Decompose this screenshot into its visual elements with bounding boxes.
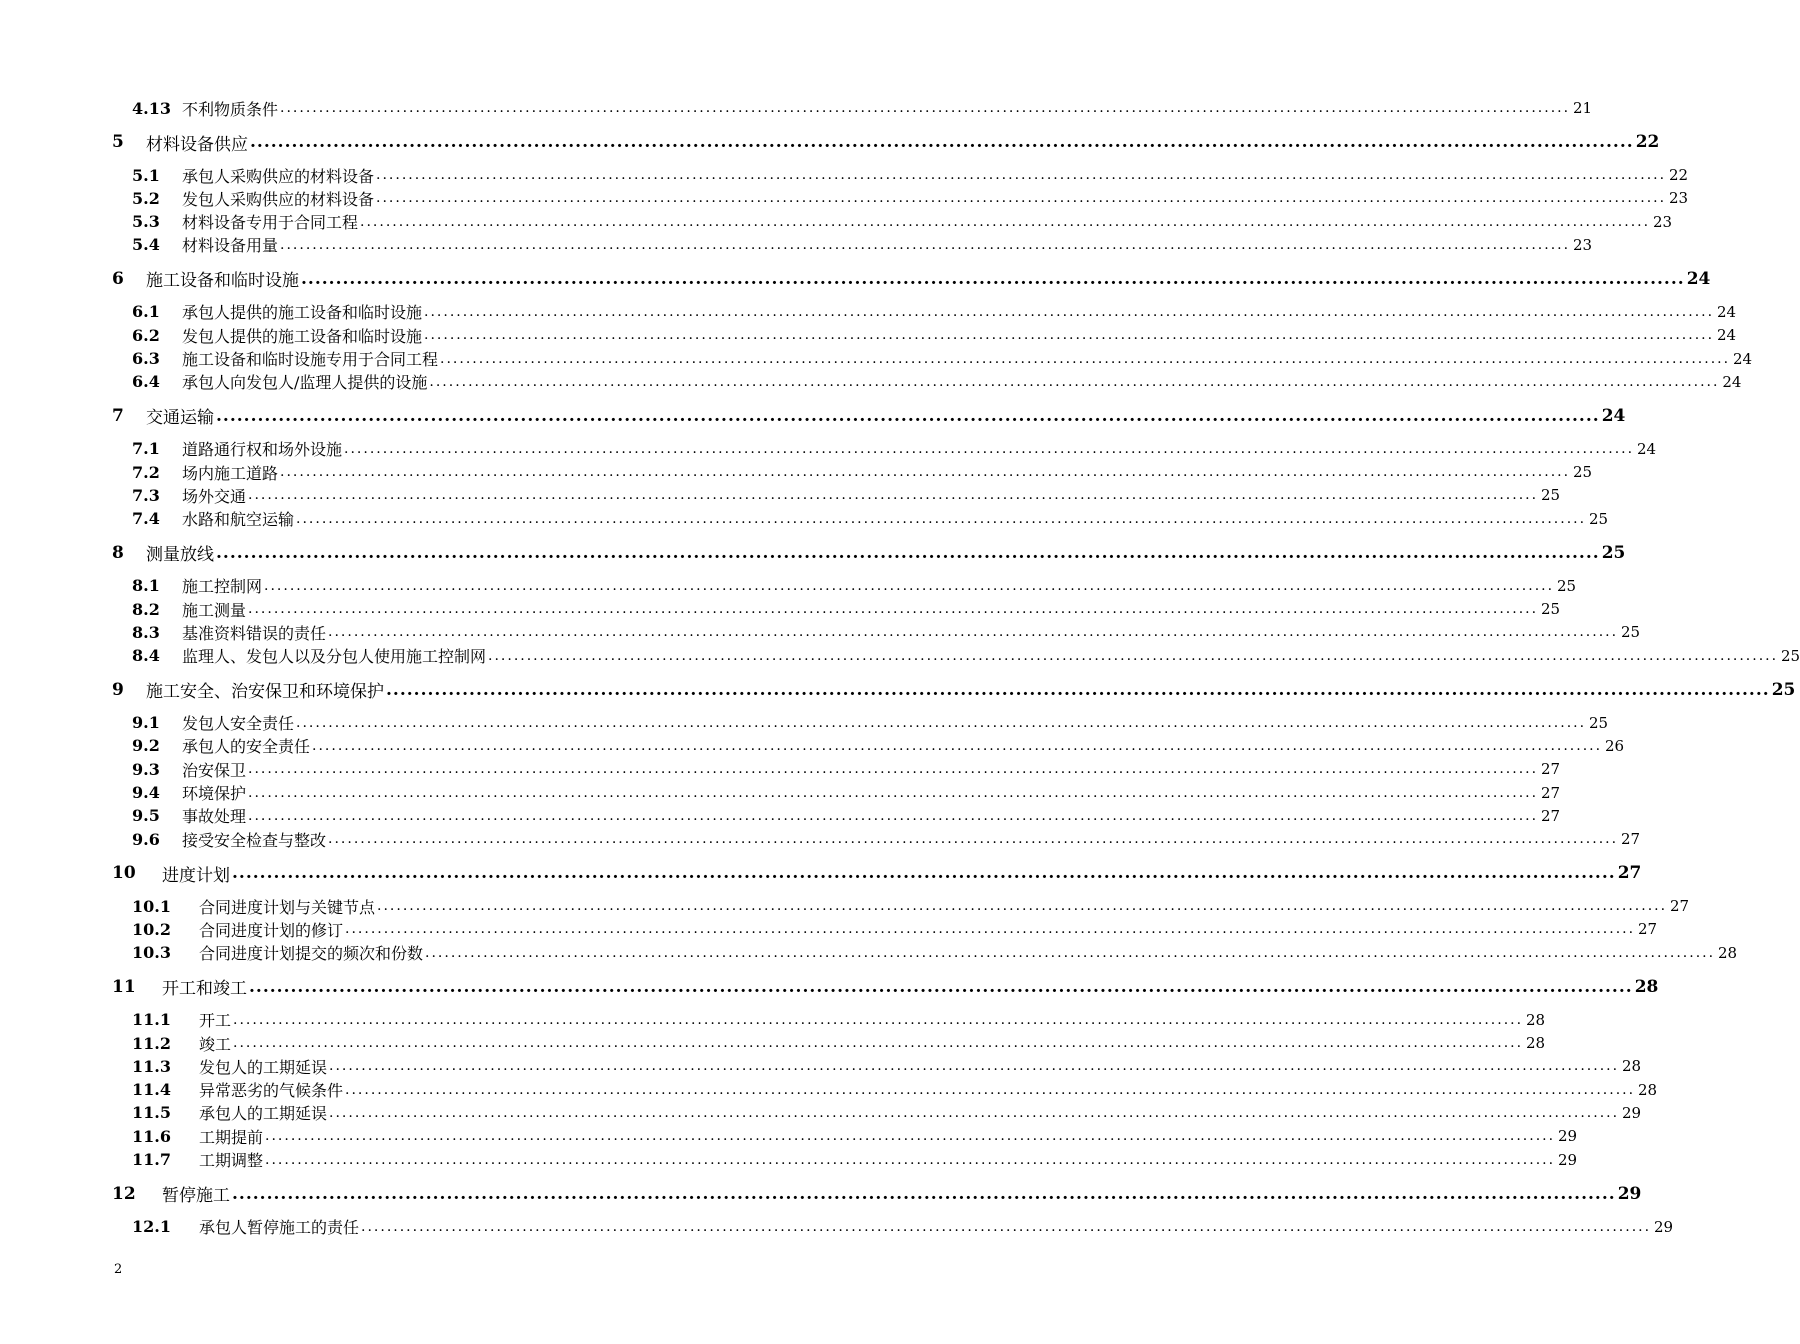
toc-chapter-entry[interactable] bbox=[112, 1182, 1642, 1206]
toc-leader-dots: ........................................................................................................................................................................................................ bbox=[233, 1011, 1524, 1028]
toc-entry-number: 10 bbox=[112, 863, 136, 884]
toc-leader-dots: ........................................................................................................................................................................................................ bbox=[280, 464, 1571, 481]
toc-entry-title: 施工控制网 bbox=[182, 577, 263, 597]
toc-chapter-entry[interactable] bbox=[112, 678, 1796, 703]
toc-entry-page: 28 bbox=[1525, 1034, 1546, 1052]
toc-chapter-entry[interactable] bbox=[112, 541, 1626, 566]
toc-leader-dots: ........................................................................................................................................................................................................ bbox=[360, 213, 1651, 230]
toc-entry-number: 8.3 bbox=[132, 622, 160, 642]
toc-entry-page: 29 bbox=[1557, 1127, 1578, 1146]
toc-entry-number: 12 bbox=[112, 1183, 136, 1204]
toc-leader-dots: ........................................................................................................................................................................................................ bbox=[488, 647, 1779, 664]
toc-entry-number: 4.13 bbox=[132, 98, 171, 118]
toc-chapter-entry[interactable] bbox=[112, 975, 1659, 1000]
toc-entry-title: 材料设备用量 bbox=[182, 236, 279, 256]
toc-leader-dots: ........................................................................................................................................................................................................ bbox=[429, 373, 1720, 390]
toc-entry-number: 6.1 bbox=[132, 302, 160, 322]
toc-entry-number: 9.1 bbox=[132, 713, 160, 733]
toc-entry-title: 基准资料错误的责任 bbox=[182, 623, 327, 643]
toc-entry-page: 27 bbox=[1540, 760, 1561, 779]
toc-entry-number: 8.1 bbox=[132, 576, 160, 596]
toc-section-entry[interactable] bbox=[112, 1031, 1546, 1055]
toc-leader-dots: ........................................................................................................................................................................................................ bbox=[296, 510, 1587, 527]
toc-entry-title: 开工 bbox=[199, 1011, 232, 1031]
toc-entry-page: 23 bbox=[1668, 189, 1689, 208]
toc-entry-number: 10.2 bbox=[132, 919, 171, 939]
toc-section-entry[interactable] bbox=[112, 1124, 1578, 1148]
toc-entry-number: 5.3 bbox=[132, 212, 160, 232]
toc-entry-number: 7 bbox=[112, 405, 124, 426]
toc-entry-page: 25 bbox=[1540, 486, 1561, 505]
toc-section-entry[interactable] bbox=[112, 1008, 1546, 1032]
toc-leader-dots: ........................................................................................................................................................................................................ bbox=[265, 1128, 1556, 1145]
toc-leader-dots: ........................................................................................................................................................................................................ bbox=[280, 236, 1571, 253]
toc-chapter-entry[interactable] bbox=[112, 267, 1711, 292]
toc-entry-page: 29 bbox=[1617, 1183, 1642, 1204]
toc-section-entry[interactable] bbox=[112, 437, 1657, 461]
toc-entry-number: 6.2 bbox=[132, 325, 160, 345]
toc-section-entry[interactable] bbox=[112, 163, 1689, 187]
toc-entry-title: 场内施工道路 bbox=[182, 463, 279, 483]
toc-entry-page: 28 bbox=[1634, 976, 1659, 997]
toc-entry-page: 23 bbox=[1572, 235, 1593, 254]
toc-entry-page: 29 bbox=[1653, 1217, 1674, 1236]
toc-section-entry[interactable] bbox=[112, 1054, 1642, 1078]
toc-entry-page: 29 bbox=[1621, 1103, 1642, 1122]
toc-leader-dots: ........................................................................................................................................................................................................ bbox=[329, 1104, 1620, 1121]
toc-leader-dots: ........................................................................................................................................................................................................ bbox=[328, 624, 1619, 641]
toc-section-entry[interactable] bbox=[112, 781, 1561, 805]
toc-leader-dots: ........................................................................................................................................................................................................ bbox=[301, 268, 1685, 289]
toc-entry-page: 24 bbox=[1601, 405, 1626, 426]
toc-entry-title: 承包人采购供应的材料设备 bbox=[182, 166, 375, 186]
toc-entry-page: 25 bbox=[1780, 646, 1800, 665]
toc-entry-title: 施工测量 bbox=[182, 600, 247, 620]
toc-chapter-entry[interactable] bbox=[112, 130, 1660, 155]
toc-section-entry[interactable] bbox=[112, 347, 1753, 371]
toc-leader-dots: ........................................................................................................................................................................................................ bbox=[216, 405, 1600, 426]
toc-entry-page: 27 bbox=[1637, 920, 1658, 939]
toc-section-entry[interactable] bbox=[112, 1078, 1658, 1102]
toc-entry-number: 7.2 bbox=[132, 462, 160, 482]
toc-entry-title: 事故处理 bbox=[182, 807, 247, 827]
toc-entry-page: 24 bbox=[1722, 372, 1742, 391]
toc-section-entry[interactable] bbox=[112, 734, 1625, 758]
toc-entry-number: 5.4 bbox=[132, 235, 160, 255]
toc-entry-page: 28 bbox=[1717, 943, 1738, 962]
toc-entry-title: 工期调整 bbox=[199, 1151, 264, 1170]
toc-entry-number: 11 bbox=[112, 976, 136, 997]
toc-entry-page: 27 bbox=[1540, 783, 1561, 802]
toc-entry-number: 11.5 bbox=[132, 1103, 171, 1123]
toc-section-entry[interactable] bbox=[112, 644, 1800, 668]
toc-section-entry[interactable] bbox=[112, 574, 1577, 598]
toc-entry-number: 6.3 bbox=[132, 349, 160, 368]
toc-entry-page: 25 bbox=[1771, 679, 1796, 700]
toc-leader-dots: ........................................................................................................................................................................................................ bbox=[232, 1183, 1616, 1204]
toc-section-entry[interactable] bbox=[112, 597, 1561, 621]
toc-entry-page: 27 bbox=[1540, 806, 1561, 825]
toc-leader-dots: ........................................................................................................................................................................................................ bbox=[329, 1058, 1620, 1075]
toc-entry-page: 25 bbox=[1572, 463, 1593, 482]
toc-entry-page: 25 bbox=[1601, 542, 1626, 563]
toc-entry-page: 26 bbox=[1604, 736, 1625, 755]
toc-leader-dots: ........................................................................................................................................................................................................ bbox=[345, 921, 1636, 938]
toc-entry-title: 材料设备供应 bbox=[146, 134, 248, 155]
toc-chapter-entry[interactable] bbox=[112, 404, 1626, 429]
toc-section-entry[interactable] bbox=[112, 323, 1737, 347]
toc-entry-title: 发包人采购供应的材料设备 bbox=[182, 189, 375, 209]
toc-entry-number: 10.1 bbox=[132, 896, 171, 916]
toc-entry-page: 27 bbox=[1620, 830, 1641, 849]
toc-entry-number: 12.1 bbox=[132, 1217, 171, 1236]
toc-leader-dots: ........................................................................................................................................................................................................ bbox=[440, 350, 1731, 367]
toc-leader-dots: ........................................................................................................................................................................................................ bbox=[233, 1035, 1524, 1051]
toc-entry-title: 材料设备专用于合同工程 bbox=[182, 213, 359, 233]
toc-entry-title: 施工安全、治安保卫和环境保护 bbox=[146, 682, 384, 703]
toc-leader-dots: ........................................................................................................................................................................................................ bbox=[312, 737, 1603, 754]
toc-entry-number: 11.6 bbox=[132, 1126, 171, 1146]
toc-entry-page: 27 bbox=[1669, 897, 1690, 916]
toc-section-entry[interactable] bbox=[112, 1148, 1578, 1172]
toc-leader-dots: ........................................................................................................................................................................................................ bbox=[216, 542, 1600, 563]
toc-entry-title: 异常恶劣的气候条件 bbox=[199, 1081, 344, 1101]
toc-entry-number: 8.2 bbox=[132, 599, 160, 619]
toc-section-entry[interactable] bbox=[112, 96, 1593, 120]
toc-entry-title: 承包人的工期延误 bbox=[199, 1104, 328, 1124]
toc-entry-page: 28 bbox=[1525, 1010, 1546, 1029]
toc-leader-dots: ........................................................................................................................................................................................................ bbox=[248, 487, 1539, 504]
toc-entry-page: 25 bbox=[1588, 713, 1609, 732]
toc-entry-title: 水路和航空运输 bbox=[182, 510, 295, 530]
toc-entry-number: 9.6 bbox=[132, 829, 160, 849]
toc-leader-dots: ........................................................................................................................................................................................................ bbox=[248, 807, 1539, 824]
toc-chapter-entry[interactable] bbox=[112, 861, 1642, 886]
toc-entry-number: 7.4 bbox=[132, 509, 160, 529]
toc-entry-number: 11.7 bbox=[132, 1150, 171, 1169]
toc-section-entry[interactable] bbox=[112, 186, 1689, 210]
toc-entry-title: 施工设备和临时设施专用于合同工程 bbox=[182, 350, 439, 369]
toc-entry-title: 环境保护 bbox=[182, 784, 247, 803]
toc-entry-number: 11.3 bbox=[132, 1056, 171, 1076]
toc-entry-page: 24 bbox=[1716, 326, 1737, 345]
toc-leader-dots: ........................................................................................................................................................................................................ bbox=[386, 679, 1770, 700]
toc-entry-page: 24 bbox=[1636, 439, 1657, 458]
toc-leader-dots: ........................................................................................................................................................................................................ bbox=[376, 167, 1667, 183]
toc-section-entry[interactable] bbox=[112, 917, 1658, 941]
toc-entry-number: 8.4 bbox=[132, 646, 160, 666]
toc-entry-title: 场外交通 bbox=[182, 486, 247, 506]
toc-entry-page: 21 bbox=[1572, 99, 1593, 117]
toc-leader-dots: ........................................................................................................................................................................................................ bbox=[361, 1218, 1652, 1235]
toc-entry-page: 28 bbox=[1621, 1057, 1642, 1076]
toc-leader-dots: ........................................................................................................................................................................................................ bbox=[250, 132, 1634, 152]
toc-entry-number: 5 bbox=[112, 132, 124, 152]
toc-entry-title: 交通运输 bbox=[146, 408, 214, 429]
toc-entry-title: 承包人的安全责任 bbox=[182, 737, 311, 757]
toc-section-entry[interactable] bbox=[112, 804, 1561, 828]
toc-entry-page: 28 bbox=[1637, 1080, 1658, 1099]
toc-section-entry[interactable] bbox=[112, 233, 1593, 257]
toc-section-entry[interactable] bbox=[112, 483, 1561, 507]
toc-entry-page: 22 bbox=[1668, 166, 1689, 184]
toc-entry-number: 11.4 bbox=[132, 1080, 171, 1100]
toc-entry-title: 开工和竣工 bbox=[162, 979, 247, 1000]
toc-entry-page: 23 bbox=[1652, 212, 1673, 231]
toc-entry-page: 27 bbox=[1617, 863, 1642, 884]
toc-entry-page: 25 bbox=[1588, 509, 1609, 528]
page-number: 2 bbox=[114, 1262, 123, 1277]
toc-section-entry[interactable] bbox=[112, 1101, 1642, 1125]
toc-entry-page: 29 bbox=[1557, 1150, 1578, 1169]
toc-section-entry[interactable] bbox=[112, 507, 1609, 531]
toc-entry-title: 施工设备和临时设施 bbox=[146, 271, 299, 292]
toc-entry-title: 暂停施工 bbox=[162, 1186, 230, 1206]
toc-entry-page: 25 bbox=[1556, 576, 1577, 595]
toc-entry-number: 9.5 bbox=[132, 806, 160, 826]
toc-section-entry[interactable] bbox=[112, 757, 1561, 781]
toc-leader-dots: ........................................................................................................................................................................................................ bbox=[425, 944, 1716, 961]
toc-entry-page: 24 bbox=[1686, 268, 1711, 289]
toc-leader-dots: ........................................................................................................................................................................................................ bbox=[328, 831, 1619, 848]
toc-entry-number: 9.4 bbox=[132, 783, 160, 802]
toc-leader-dots: ........................................................................................................................................................................................................ bbox=[249, 976, 1633, 997]
toc-leader-dots: ........................................................................................................................................................................................................ bbox=[265, 1151, 1556, 1168]
toc-leader-dots: ........................................................................................................................................................................................................ bbox=[344, 440, 1635, 457]
toc-section-entry[interactable] bbox=[112, 620, 1641, 644]
toc-entry-title: 承包人提供的施工设备和临时设施 bbox=[182, 303, 423, 323]
toc-leader-dots: ........................................................................................................................................................................................................ bbox=[424, 303, 1715, 320]
toc-entry-title: 测量放线 bbox=[146, 545, 214, 566]
toc-leader-dots: ........................................................................................................................................................................................................ bbox=[248, 784, 1539, 801]
toc-entry-title: 承包人暂停施工的责任 bbox=[199, 1218, 360, 1237]
toc-entry-title: 监理人、发包人以及分包人使用施工控制网 bbox=[182, 647, 487, 667]
toc-section-entry[interactable] bbox=[112, 1215, 1674, 1239]
toc-entry-number: 6 bbox=[112, 268, 124, 289]
toc-section-entry[interactable] bbox=[112, 894, 1690, 918]
toc-entry-title: 进度计划 bbox=[162, 865, 230, 886]
toc-entry-number: 11.2 bbox=[132, 1033, 171, 1053]
toc-section-entry[interactable] bbox=[112, 210, 1673, 234]
toc-entry-title: 合同进度计划的修订 bbox=[199, 920, 344, 940]
toc-entry-number: 9.2 bbox=[132, 736, 160, 756]
toc-entry-title: 发包人安全责任 bbox=[182, 714, 295, 734]
toc-section-entry[interactable] bbox=[112, 941, 1738, 965]
toc-leader-dots: ........................................................................................................................................................................................................ bbox=[376, 190, 1667, 207]
toc-entry-page: 25 bbox=[1540, 600, 1561, 618]
toc-entry-number: 7.1 bbox=[132, 439, 160, 459]
toc-entry-title: 合同进度计划提交的频次和份数 bbox=[199, 944, 424, 964]
toc-entry-title: 承包人向发包人/监理人提供的设施 bbox=[182, 373, 428, 393]
toc-entry-page: 25 bbox=[1620, 623, 1641, 642]
toc-entry-title: 合同进度计划与关键节点 bbox=[199, 897, 376, 917]
toc-entry-number: 10.3 bbox=[132, 943, 171, 963]
toc-entry-title: 竣工 bbox=[199, 1034, 232, 1054]
toc-entry-title: 工期提前 bbox=[199, 1127, 264, 1147]
toc-leader-dots: ........................................................................................................................................................................................................ bbox=[377, 898, 1668, 915]
toc-leader-dots: ........................................................................................................................................................................................................ bbox=[232, 863, 1616, 884]
toc-section-entry[interactable] bbox=[112, 827, 1641, 851]
toc-entry-title: 接受安全检查与整改 bbox=[182, 830, 327, 850]
toc-entry-page: 24 bbox=[1732, 349, 1753, 368]
toc-entry-number: 5.1 bbox=[132, 165, 160, 185]
toc-section-entry[interactable] bbox=[112, 711, 1609, 735]
toc-entry-title: 道路通行权和场外设施 bbox=[182, 440, 343, 460]
toc-entry-title: 发包人的工期延误 bbox=[199, 1057, 328, 1077]
toc-entry-title: 发包人提供的施工设备和临时设施 bbox=[182, 326, 423, 346]
toc-section-entry[interactable] bbox=[112, 460, 1593, 484]
toc-leader-dots: ........................................................................................................................................................................................................ bbox=[248, 761, 1539, 778]
toc-entry-number: 7.3 bbox=[132, 485, 160, 505]
toc-leader-dots: ........................................................................................................................................................................................................ bbox=[296, 714, 1587, 731]
toc-entry-number: 6.4 bbox=[132, 372, 160, 392]
toc-entry-title: 治安保卫 bbox=[182, 760, 247, 780]
toc-entry-title: 不利物质条件 bbox=[182, 99, 279, 119]
toc-entry-page: 22 bbox=[1635, 132, 1660, 152]
toc-leader-dots: ........................................................................................................................................................................................................ bbox=[248, 601, 1539, 617]
toc-section-entry[interactable] bbox=[112, 300, 1737, 324]
toc-entry-number: 11.1 bbox=[132, 1010, 171, 1030]
toc-leader-dots: ........................................................................................................................................................................................................ bbox=[264, 577, 1555, 594]
toc-leader-dots: ........................................................................................................................................................................................................ bbox=[280, 100, 1571, 116]
toc-entry-number: 8 bbox=[112, 542, 124, 563]
toc-entry-page: 24 bbox=[1716, 302, 1737, 321]
toc-entry-number: 9 bbox=[112, 679, 124, 700]
toc-entry-number: 9.3 bbox=[132, 759, 160, 779]
toc-entry-number: 5.2 bbox=[132, 188, 160, 208]
toc-section-entry[interactable] bbox=[112, 370, 1742, 394]
toc-leader-dots: ........................................................................................................................................................................................................ bbox=[345, 1081, 1636, 1098]
toc-leader-dots: ........................................................................................................................................................................................................ bbox=[424, 327, 1715, 344]
